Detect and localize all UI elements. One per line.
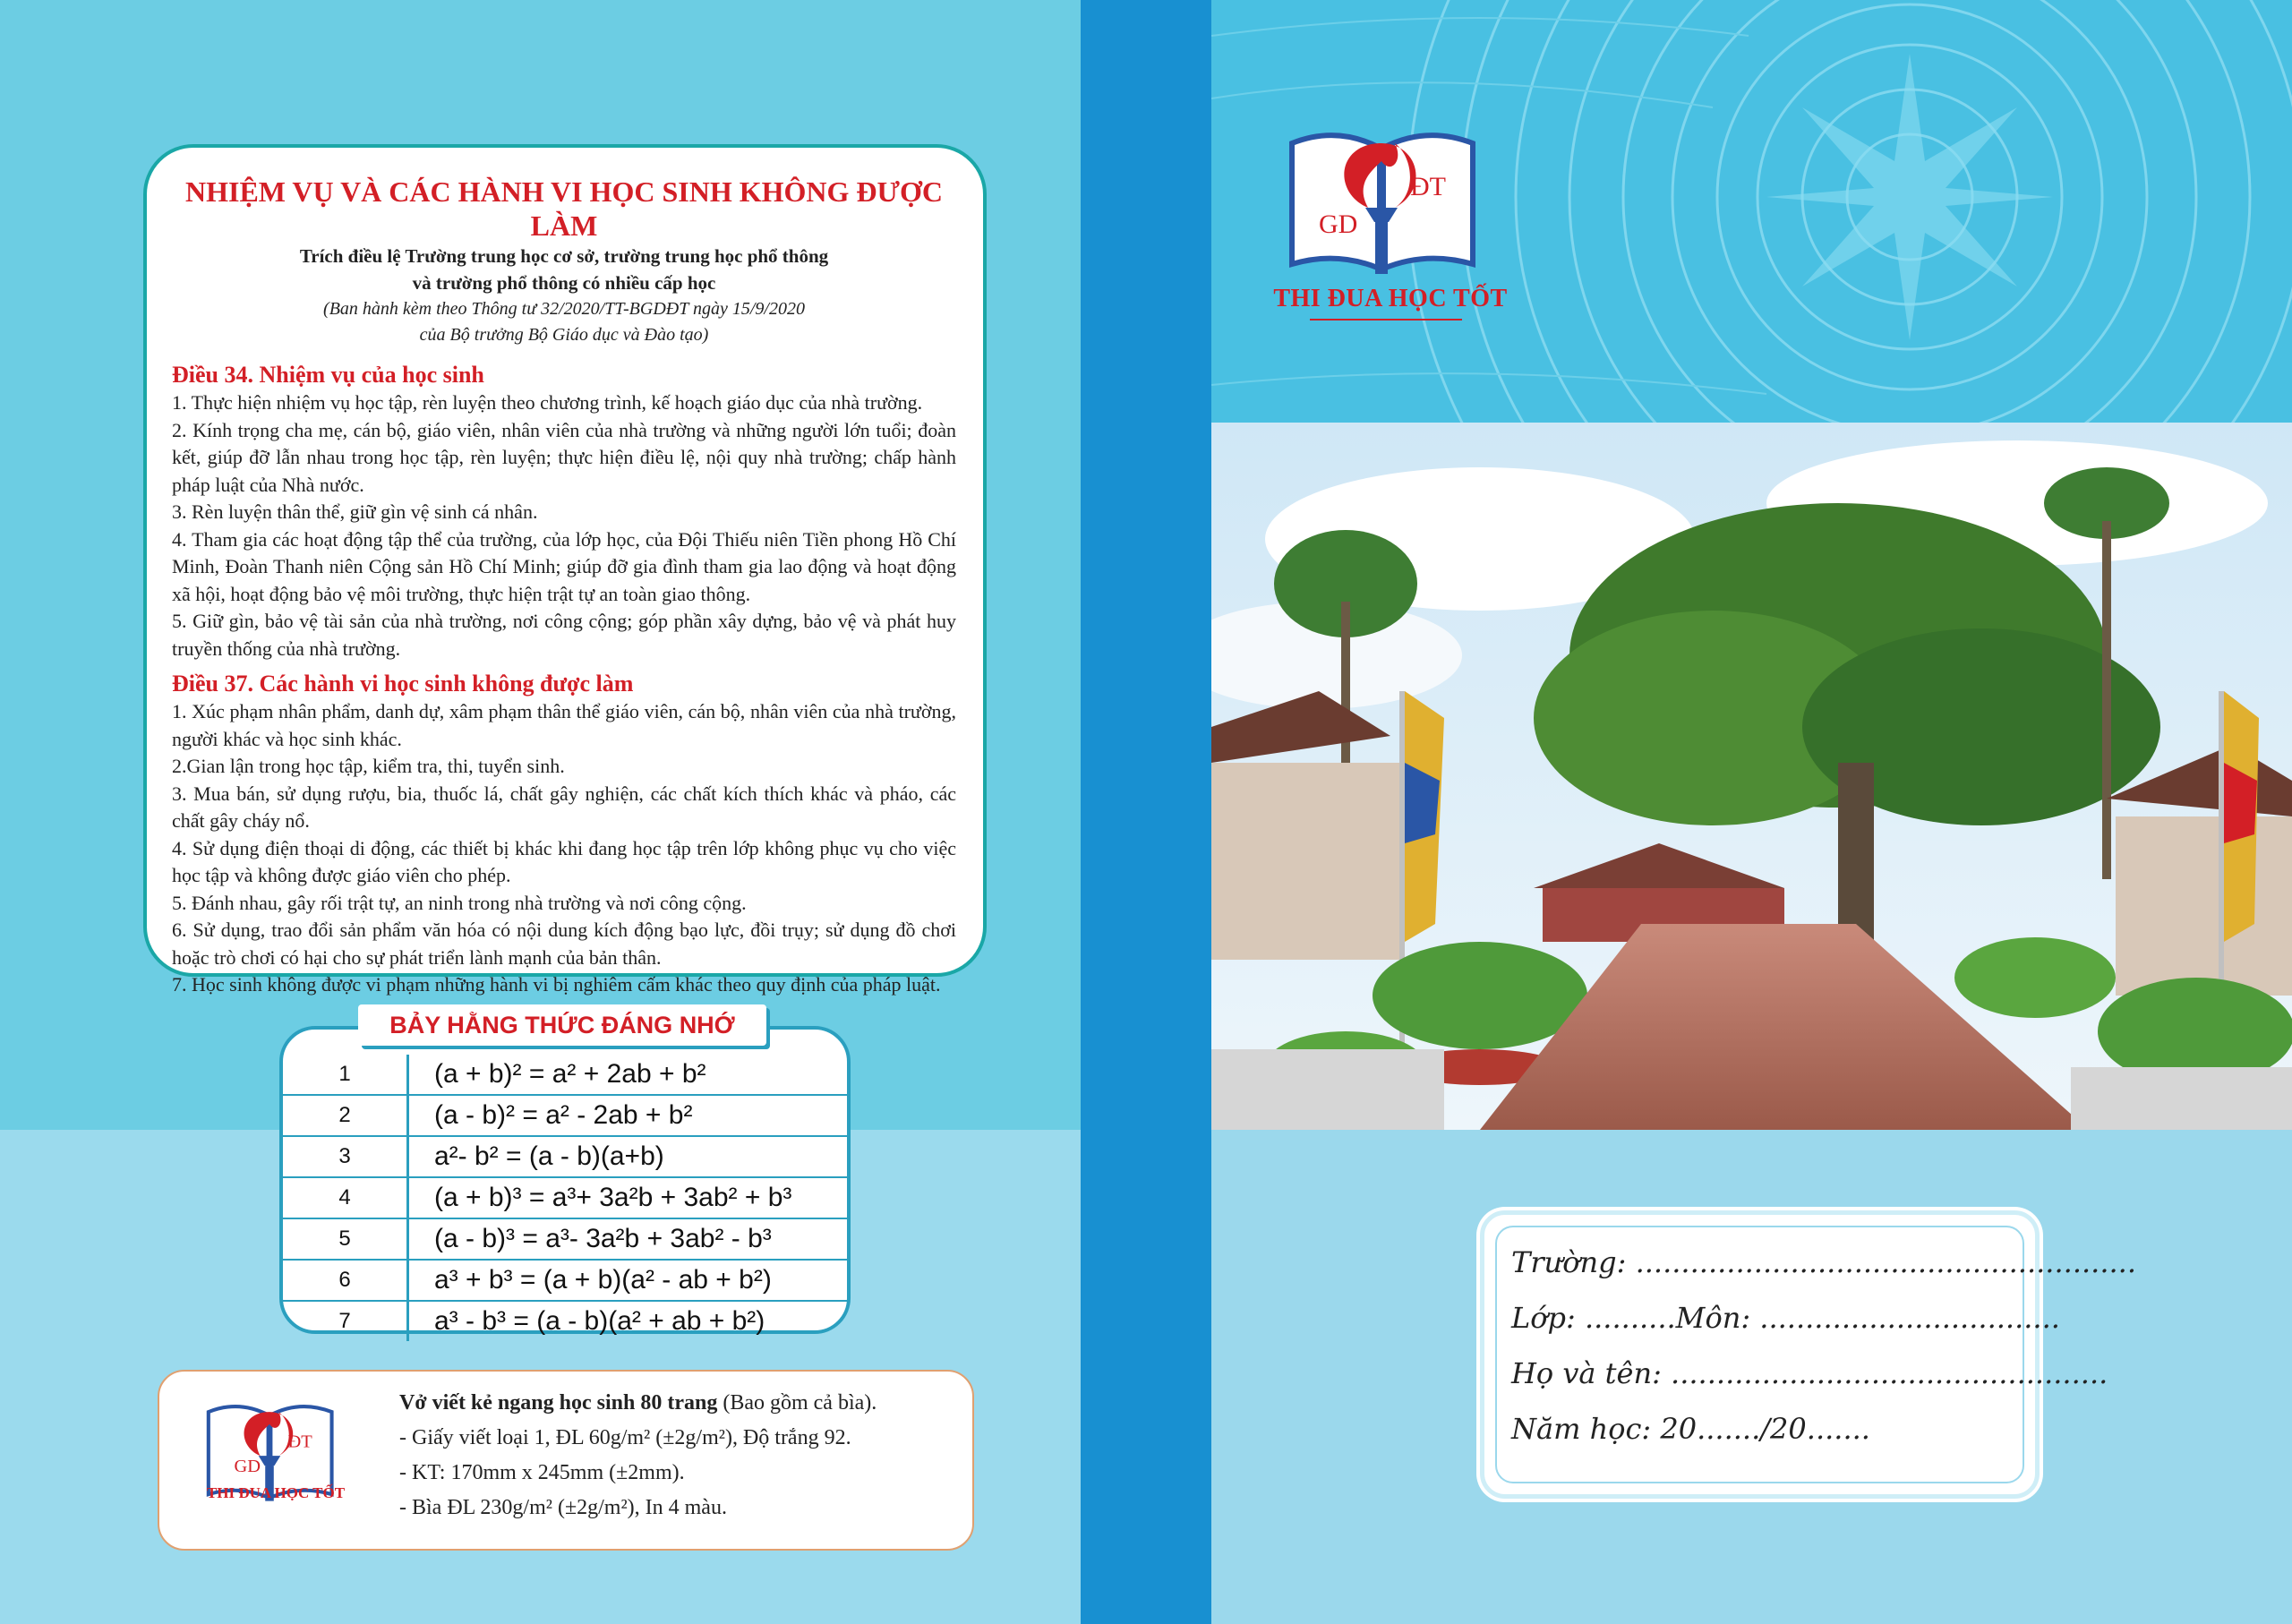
article-37-title: Điều 37. Các hành vi học sinh không được làm	[172, 671, 634, 697]
spec-line-1-bold: Vở viết kẻ ngang học sinh 80 trang	[399, 1391, 718, 1415]
student-rules-box	[143, 144, 987, 996]
temple-photo	[1211, 423, 2292, 1130]
spec-line-1-rest: (Bao gồm cả bìa).	[717, 1391, 877, 1415]
article-37-item: 2.Gian lận trong học tập, kiểm tra, thi, tuyển sinh.	[172, 755, 565, 777]
identity-number: 4	[338, 1185, 351, 1209]
identities-title: BẢY HẰNG THỨC ĐÁNG NHỚ	[358, 1004, 766, 1046]
identity-row	[283, 1055, 847, 1096]
school-year-field[interactable]: Năm học: 20......./20.......	[1511, 1412, 1870, 1446]
brand-logo-icon	[1283, 107, 1480, 286]
spec-logo-right: ĐT	[287, 1432, 312, 1452]
front-logo-right: ĐT	[1410, 172, 1446, 201]
spec-logo-left: GD	[234, 1456, 261, 1476]
identity-formula: a³ - b³ = (a - b)(a² + ab + b²)	[406, 1302, 765, 1341]
back-cover	[0, 0, 1081, 1624]
spine	[1081, 0, 1211, 1624]
identity-row	[283, 1219, 847, 1261]
identities-table	[279, 1026, 851, 1334]
article-37-item: 3. Mua bán, sử dụng rượu, bia, thuốc lá, chất gây nghiện, các chất kích thích khác và pháo, các chất gây cháy nổ.	[172, 782, 956, 832]
identity-formula: (a - b)² = a² - 2ab + b²	[406, 1096, 692, 1135]
article-34-item: 4. Tham gia các hoạt động tập thể của trường, của lớp học, của Đội Thiếu niên Tiền phong Hồ Chí Minh, Đoàn Thanh niên Cộng sản Hồ Chí Minh; giúp đỡ gia đình tham gia lao động và hoạt động xã hội, hoạt động bảo vệ môi trường, thực hiện trật tự an toàn giao thông.	[172, 527, 956, 605]
identity-formula: (a - b)³ = a³- 3a²b + 3ab² - b³	[406, 1219, 772, 1259]
spec-motto: THI ĐUA HỌC TỐT	[206, 1484, 346, 1501]
article-34-title: Điều 34. Nhiệm vụ của học sinh	[172, 362, 484, 388]
rules-issued-line2: của Bộ trưởng Bộ Giáo dục và Đào tạo)	[419, 325, 709, 345]
article-37-item: 5. Đánh nhau, gây rối trật tự, an ninh trong nhà trường và nơi công cộng.	[172, 891, 747, 914]
spec-line-2: - Giấy viết loại 1, ĐL 60g/m² (±2g/m²), Độ trắng 92.	[399, 1426, 851, 1449]
identity-row	[283, 1178, 847, 1219]
spec-line-3: - KT: 170mm x 245mm (±2mm).	[399, 1461, 685, 1484]
front-logo-left: GD	[1319, 209, 1358, 239]
identity-number: 5	[338, 1227, 351, 1251]
identity-number: 3	[338, 1144, 351, 1168]
article-37-item: 6. Sử dụng, trao đổi sản phẩm văn hóa có nội dung kích động bạo lực, đồi trụy; sử dụng đồ chơi hoặc trò chơi có hại cho sự phát triển lành mạnh của bản thân.	[172, 919, 956, 969]
full-name-field[interactable]: Họ và tên: ................................................	[1511, 1356, 2108, 1390]
motto-underline	[1310, 319, 1462, 321]
identity-number: 1	[338, 1062, 351, 1086]
spec-line-1	[399, 1386, 963, 1421]
rules-subtitle-line2: và trường phổ thông có nhiều cấp học	[412, 272, 716, 294]
identity-formula: a³ + b³ = (a + b)(a² - ab + b²)	[406, 1261, 772, 1300]
article-34-item: 5. Giữ gìn, bảo vệ tài sản của nhà trường, nơi công cộng; góp phần xây dựng, bảo vệ và phát huy truyền thống của nhà trường.	[172, 610, 956, 660]
identity-row	[283, 1137, 847, 1178]
rules-issued-line1: (Ban hành kèm theo Thông tư 32/2020/TT-BGDĐT ngày 15/9/2020	[323, 299, 805, 319]
article-34-item: 2. Kính trọng cha mẹ, cán bộ, giáo viên, nhân viên của nhà trường và những người lớn tuổi; đoàn kết, giúp đỡ lẫn nhau trong học tập, rèn luyện; thực hiện điều lệ, nội quy nhà trường; chấp hành pháp luật của Nhà nước.	[172, 418, 956, 496]
article-37-item: 4. Sử dụng điện thoại di động, các thiết bị khác khi đang học tập trên lớp không phục vụ cho việc học tập và không được giáo viên cho phép.	[172, 836, 956, 886]
identity-row	[283, 1096, 847, 1137]
spec-text	[399, 1386, 963, 1526]
identity-formula: (a + b)² = a² + 2ab + b²	[406, 1055, 706, 1094]
name-label	[1480, 1210, 2137, 1499]
school-field[interactable]: Trường: .......................................................	[1511, 1245, 2137, 1279]
identity-row	[283, 1302, 847, 1341]
identity-number: 7	[338, 1309, 351, 1333]
front-cover	[1211, 0, 2292, 1624]
rules-title: NHIỆM VỤ VÀ CÁC HÀNH VI HỌC SINH KHÔNG ĐƯỢC LÀM	[185, 175, 943, 242]
rules-subtitle-line1: Trích điều lệ Trường trung học cơ sở, trường trung học phổ thông	[299, 245, 829, 267]
identity-number: 2	[338, 1103, 351, 1127]
class-subject-field[interactable]: Lớp: ..........Môn: .................................	[1511, 1301, 2060, 1335]
identity-formula: a²- b² = (a - b)(a+b)	[406, 1137, 664, 1176]
identity-row	[283, 1261, 847, 1302]
front-motto: THI ĐUA HỌC TỐT	[1273, 285, 1508, 312]
identity-number: 6	[338, 1268, 351, 1292]
product-spec-box	[158, 1370, 974, 1551]
article-37-item: 7. Học sinh không được vi phạm những hành vi bị nghiêm cấm khác theo quy định của pháp luật.	[172, 973, 941, 996]
identity-formula: (a + b)³ = a³+ 3a²b + 3ab² + b³	[406, 1178, 791, 1218]
article-37-item: 1. Xúc phạm nhân phẩm, danh dự, xâm phạm thân thể giáo viên, cán bộ, nhân viên của nhà trường, người khác và học sinh khác.	[172, 700, 956, 750]
article-34-item: 1. Thực hiện nhiệm vụ học tập, rèn luyện theo chương trình, kế hoạch giáo dục của nhà trường.	[172, 391, 923, 414]
spec-line-4: - Bìa ĐL 230g/m² (±2g/m²), In 4 màu.	[399, 1496, 727, 1519]
article-34-item: 3. Rèn luyện thân thể, giữ gìn vệ sinh cá nhân.	[172, 500, 538, 523]
